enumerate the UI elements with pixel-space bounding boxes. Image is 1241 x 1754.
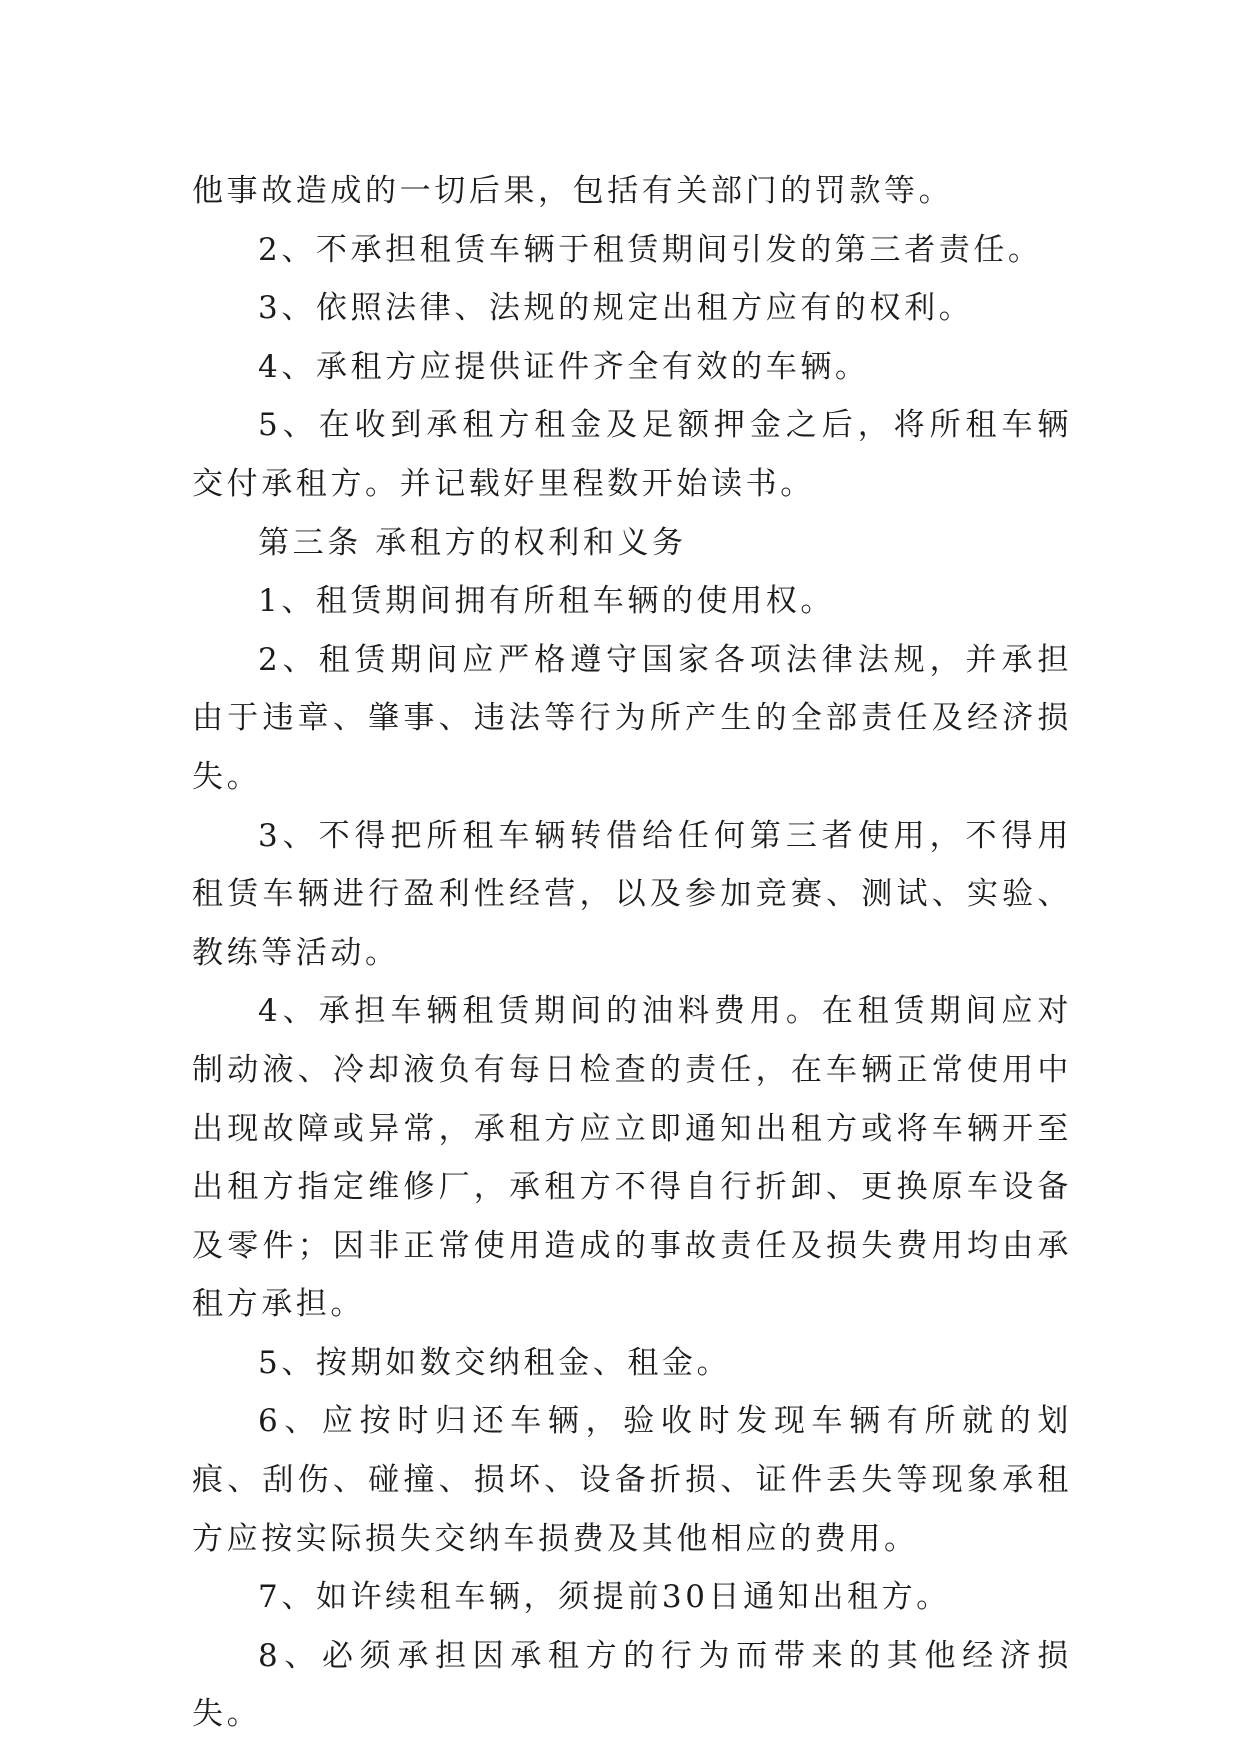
paragraph-13: 7、如许续租车辆，须提前30日通知出租方。	[258, 1579, 951, 1616]
paragraph-1: 他事故造成的一切后果，包括有关部门的罚款等。	[192, 173, 954, 209]
paragraph-3: 3、依照法律、法规的规定出租方应有的权利。	[258, 290, 974, 327]
paragraph-11: 5、按期如数交纳租金、租金。	[258, 1344, 732, 1381]
paragraph-10: 4、承担车辆租赁期间的油料费用。在租赁期间应对制动液、冷却液负有每日检查的责任，在车辆正常使用中出现故障或异常，承租方应立即通知出租方或将车辆开至出租方指定维修厂，承租方不得自行折卸、更换原车设备及零件；因非正常使用造成的事故责任及损失费用均由承租方承担。	[192, 993, 1072, 1323]
section-heading: 第三条 承租方的权利和义务	[258, 524, 687, 561]
paragraph-7: 1、租赁期间拥有所租车辆的使用权。	[258, 583, 835, 620]
paragraph-12: 6、应按时归还车辆，验收时发现车辆有所就的划痕、刮伤、碰撞、损坏、设备折损、证件丢失等现象承租方应按实际损失交纳车损费及其他相应的费用。	[192, 1403, 1072, 1557]
paragraph-5: 5、在收到承租方租金及足额押金之后，将所租车辆交付承租方。并记载好里程数开始读书。	[192, 407, 1072, 502]
paragraph-2: 2、不承担租赁车辆于租赁期间引发的第三者责任。	[258, 231, 1043, 268]
document-body	[192, 162, 1072, 1744]
paragraph-14: 8、必须承担因承租方的行为而带来的其他经济损失。	[192, 1637, 1072, 1733]
paragraph-9: 3、不得把所租车辆转借给任何第三者使用，不得用租赁车辆进行盈利性经营，以及参加竞赛、测试、实验、教练等活动。	[192, 817, 1072, 971]
paragraph-8: 2、租赁期间应严格遵守国家各项法律法规，并承担由于违章、肇事、违法等行为所产生的全部责任及经济损失。	[192, 641, 1072, 795]
paragraph-4: 4、承租方应提供证件齐全有效的车辆。	[258, 348, 870, 385]
